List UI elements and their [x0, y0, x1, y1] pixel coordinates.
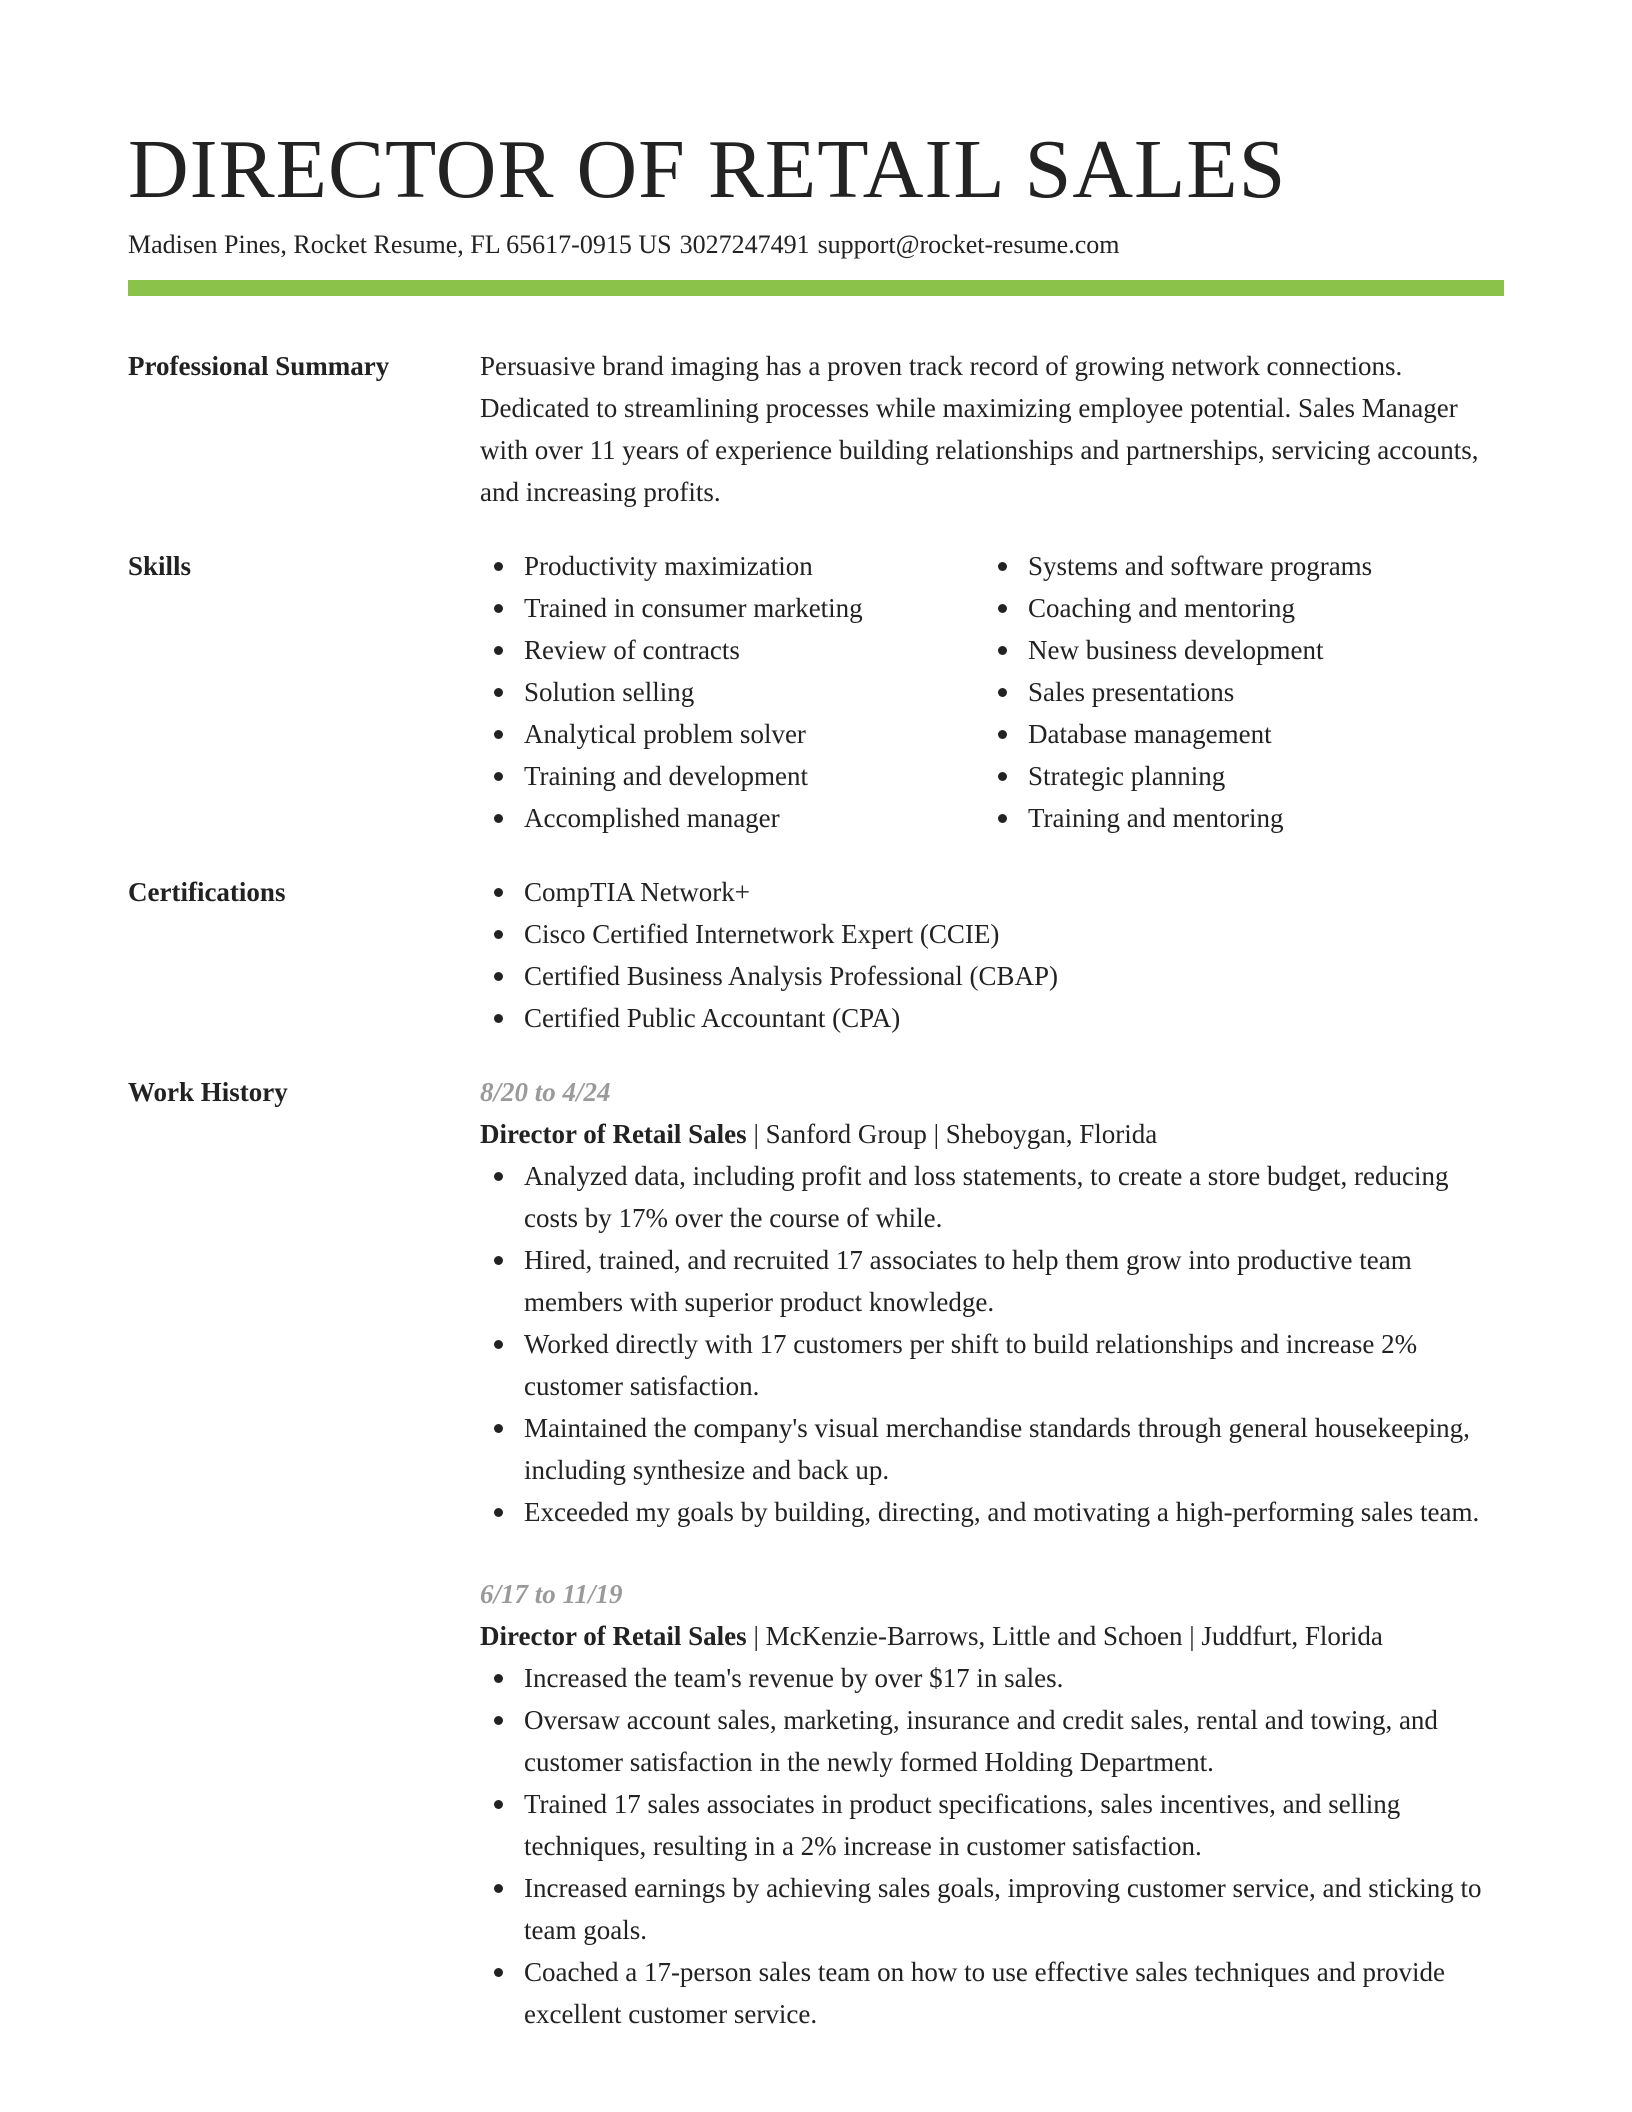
job-entry [480, 1071, 1504, 1533]
certifications-section [128, 871, 1504, 1039]
job-company-location: | McKenzie-Barrows, Little and Schoen | Juddfurt, Florida [746, 1621, 1383, 1651]
job-heading [480, 1615, 1504, 1657]
skill-item: New business development [984, 629, 1488, 671]
certification-item: CompTIA Network+ [480, 871, 1504, 913]
skills-grid [480, 545, 1504, 839]
skill-item: Solution selling [480, 671, 984, 713]
job-bullet: Analyzed data, including profit and loss statements, to create a store budget, reducing costs by 17% over the course of while. [480, 1155, 1504, 1239]
certifications-heading: Certifications [128, 877, 286, 907]
job-dates: 8/20 to 4/24 [480, 1077, 611, 1107]
skills-section [128, 545, 1504, 839]
skill-item: Productivity maximization [480, 545, 984, 587]
skill-item: Trained in consumer marketing [480, 587, 984, 629]
skill-item: Training and development [480, 755, 984, 797]
skill-item: Accomplished manager [480, 797, 984, 839]
job-title: Director of Retail Sales [480, 1119, 747, 1149]
contact-phone: 3027247491 [679, 230, 810, 259]
resume-page [128, 122, 1504, 2035]
job-bullet: Coached a 17-person sales team on how to use effective sales techniques and provide excellent customer service. [480, 1951, 1504, 2035]
job-company-location: | Sanford Group | Sheboygan, Florida [746, 1119, 1158, 1149]
job-bullet: Exceeded my goals by building, directing, and motivating a high-performing sales team. [480, 1491, 1504, 1533]
job-bullet: Hired, trained, and recruited 17 associates to help them grow into productive team members with superior product knowledge. [480, 1239, 1504, 1323]
certifications-list [480, 871, 1504, 1039]
work-history-section [128, 1071, 1504, 2035]
job-bullet: Maintained the company's visual merchandise standards through general housekeeping, including synthesize and back up. [480, 1407, 1504, 1491]
job-bullets [480, 1155, 1504, 1533]
certification-item: Certified Business Analysis Professional (CBAP) [480, 955, 1504, 997]
contact-line [128, 228, 1504, 262]
skill-item: Training and mentoring [984, 797, 1488, 839]
summary-section [128, 345, 1504, 513]
job-heading [480, 1113, 1504, 1155]
header-accent-rule [128, 280, 1504, 296]
job-title: Director of Retail Sales [480, 1621, 747, 1651]
job-bullets [480, 1657, 1504, 2035]
skill-item: Strategic planning [984, 755, 1488, 797]
resume-title: DIRECTOR OF RETAIL SALES [128, 123, 1287, 216]
contact-email: support@rocket-resume.com [817, 230, 1120, 259]
skill-item: Sales presentations [984, 671, 1488, 713]
skills-heading: Skills [128, 551, 192, 581]
job-bullet: Increased the team's revenue by over $17 in sales. [480, 1657, 1504, 1699]
skill-item: Coaching and mentoring [984, 587, 1488, 629]
skill-item: Analytical problem solver [480, 713, 984, 755]
job-bullet: Worked directly with 17 customers per shift to build relationships and increase 2% customer satisfaction. [480, 1323, 1504, 1407]
job-dates: 6/17 to 11/19 [480, 1579, 623, 1609]
job-entry [480, 1573, 1504, 2035]
summary-heading: Professional Summary [128, 351, 390, 381]
work-history-body [480, 1071, 1504, 2035]
skill-item: Systems and software programs [984, 545, 1488, 587]
job-bullet: Increased earnings by achieving sales goals, improving customer service, and sticking to team goals. [480, 1867, 1504, 1951]
skill-item: Database management [984, 713, 1488, 755]
job-bullet: Trained 17 sales associates in product specifications, sales incentives, and selling techniques, resulting in a 2% increase in customer satisfaction. [480, 1783, 1504, 1867]
work-history-heading: Work History [128, 1077, 288, 1107]
summary-text: Persuasive brand imaging has a proven track record of growing network connections. Dedicated to streamlining processes while maximizing employee potential. Sales Manager with over 11 years of experience building relationships and partnerships, servicing accounts, and increasing profits. [480, 351, 1479, 507]
job-bullet: Oversaw account sales, marketing, insurance and credit sales, rental and towing, and customer satisfaction in the newly formed Holding Department. [480, 1699, 1504, 1783]
skills-column-left [480, 545, 984, 839]
certification-item: Cisco Certified Internetwork Expert (CCIE) [480, 913, 1504, 955]
certification-item: Certified Public Accountant (CPA) [480, 997, 1504, 1039]
skill-item: Review of contracts [480, 629, 984, 671]
contact-address: Madisen Pines, Rocket Resume, FL 65617-0915 US [128, 230, 672, 259]
skills-column-right [984, 545, 1488, 839]
